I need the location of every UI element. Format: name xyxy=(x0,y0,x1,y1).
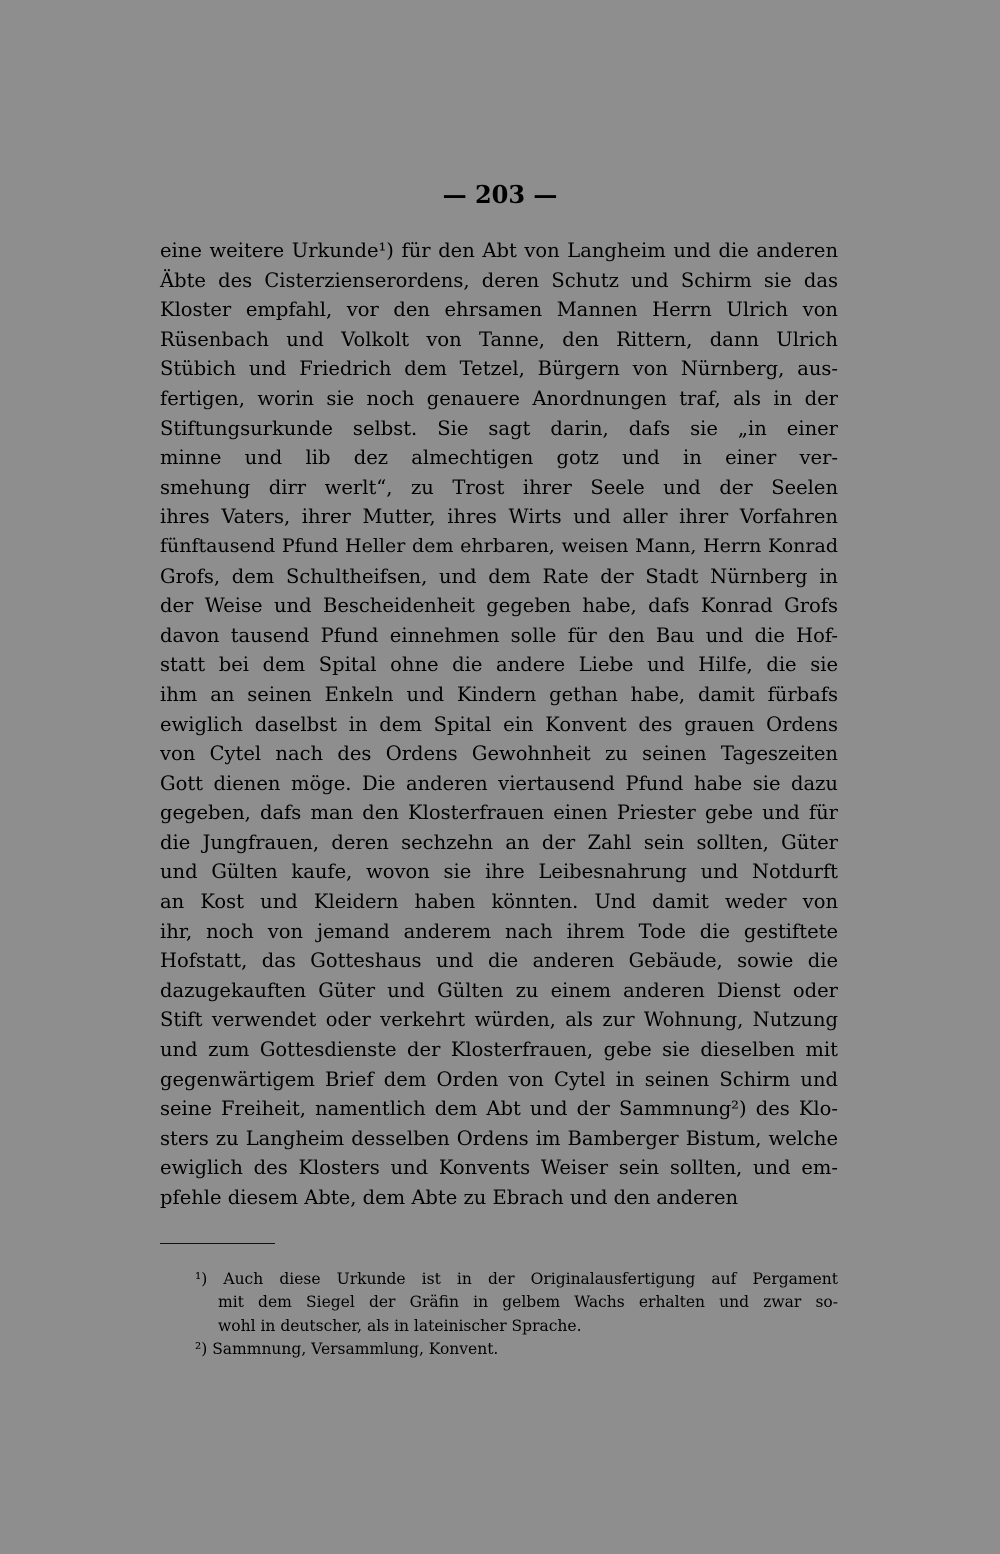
footnote-separator xyxy=(160,1243,275,1244)
text-line: ihm an seinen Enkeln und Kindern gethan habe, damit fürbafs xyxy=(160,682,838,706)
footnote-1-line: ¹) Auch diese Urkunde ist in der Originalausfertigung auf Pergament xyxy=(195,1270,838,1288)
text-line: von Cytel nach des Ordens Gewohnheit zu seinen Tageszeiten xyxy=(160,742,838,766)
text-line: und Gülten kaufe, wovon sie ihre Leibesnahrung und Notdurft xyxy=(160,860,838,884)
text-line: ihr, noch von jemand anderem nach ihrem Tode die gestiftete xyxy=(160,919,838,943)
text-line: davon tausend Pfund einnehmen solle für den Bau und die Hof- xyxy=(160,623,838,647)
text-line: fertigen, worin sie noch genauere Anordnungen traf, als in der xyxy=(160,386,838,410)
page-number: — 203 — xyxy=(442,180,558,209)
text-line: ihres Vaters, ihrer Mutter, ihres Wirts und aller ihrer Vorfahren xyxy=(160,505,838,529)
text-line: Kloster empfahl, vor den ehrsamen Mannen Herrn Ulrich von xyxy=(160,298,838,322)
footnotes xyxy=(195,1268,838,1362)
footnote-1-line: wohl in deutscher, als in lateinischer Sprache. xyxy=(218,1316,582,1335)
text-line: minne und lib dez almechtigen gotz und in einer ver- xyxy=(160,446,838,470)
footnote-1-line: mit dem Siegel der Gräfin in gelbem Wachs erhalten und zwar so- xyxy=(218,1293,838,1312)
body-text xyxy=(160,236,838,1213)
text-line: Gott dienen möge. Die anderen viertausend Pfund habe sie dazu xyxy=(160,771,838,795)
text-line: ewiglich daselbst in dem Spital ein Konvent des grauen Ordens xyxy=(160,712,838,736)
text-line: seine Freiheit, namentlich dem Abt und der Sammnung²) des Klo- xyxy=(160,1097,838,1121)
text-line: sters zu Langheim desselben Ordens im Bamberger Bistum, welche xyxy=(160,1126,838,1150)
text-line: statt bei dem Spital ohne die andere Liebe und Hilfe, die sie xyxy=(160,653,838,677)
text-line: Grofs, dem Schultheifsen, und dem Rate der Stadt Nürnberg in xyxy=(160,564,838,588)
text-line: fünftausend Pfund Heller dem ehrbaren, weisen Mann, Herrn Konrad xyxy=(160,534,838,557)
text-line: Stübich und Friedrich dem Tetzel, Bürgern von Nürnberg, aus- xyxy=(160,357,838,381)
text-line: Äbte des Cisterzienserordens, deren Schutz und Schirm sie das xyxy=(160,268,838,292)
text-line: an Kost und Kleidern haben könnten. Und damit weder von xyxy=(160,890,838,914)
text-line: Stiftungsurkunde selbst. Sie sagt darin, dafs sie „in einer xyxy=(160,416,838,440)
text-line: gegeben, dafs man den Klosterfrauen einen Priester gebe und für xyxy=(160,801,838,825)
footnote-2-line: ²) Sammnung, Versammlung, Konvent. xyxy=(195,1340,499,1359)
text-line: Rüsenbach und Volkolt von Tanne, den Rittern, dann Ulrich xyxy=(160,327,838,351)
text-line: der Weise und Bescheidenheit gegeben habe, dafs Konrad Grofs xyxy=(160,594,838,618)
text-line: gegenwärtigem Brief dem Orden von Cytel in seinen Schirm und xyxy=(160,1067,838,1091)
text-line: die Jungfrauen, deren sechzehn an der Zahl sein sollten, Güter xyxy=(160,830,838,854)
text-line: eine weitere Urkunde¹) für den Abt von Langheim und die anderen xyxy=(160,239,838,262)
text-line: Hofstatt, das Gotteshaus und die anderen Gebäude, sowie die xyxy=(160,949,838,973)
text-line: ewiglich des Klosters und Konvents Weiser sein sollten, und em- xyxy=(160,1156,838,1180)
text-line: smehung dirr werlt“, zu Trost ihrer Seele und der Seelen xyxy=(160,475,838,499)
text-line: dazugekauften Güter und Gülten zu einem anderen Dienst oder xyxy=(160,978,838,1002)
text-line: pfehle diesem Abte, dem Abte zu Ebrach und den anderen xyxy=(160,1186,739,1209)
text-line: und zum Gottesdienste der Klosterfrauen, gebe sie dieselben mit xyxy=(160,1038,838,1062)
text-line: Stift verwendet oder verkehrt würden, als zur Wohnung, Nutzung xyxy=(160,1008,838,1032)
